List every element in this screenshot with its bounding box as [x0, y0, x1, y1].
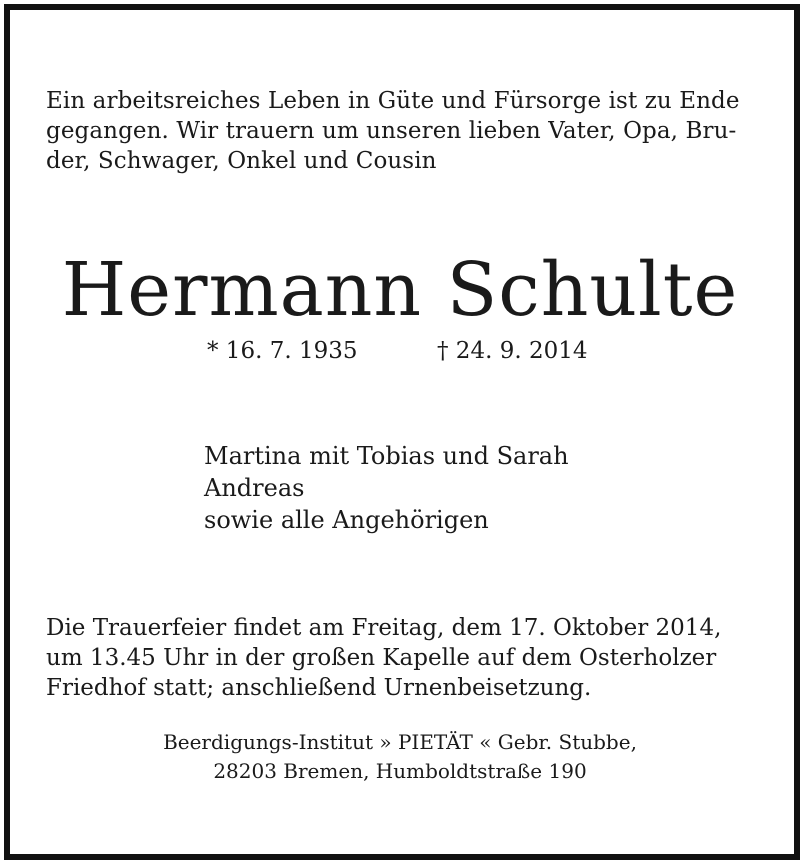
funeral-home-info	[0, 728, 800, 786]
mourners-list	[204, 440, 569, 536]
intro-line: gegangen. Wir trauern um unseren lieben Vater, Opa, Bru-	[46, 118, 737, 144]
undertaker-line: Beerdigungs-Institut » PIETÄT « Gebr. Stubbe,	[163, 730, 637, 754]
deceased-name: Hermann Schulte	[61, 247, 739, 333]
intro-text	[46, 86, 766, 176]
undertaker-line: 28203 Bremen, Humboldtstraße 190	[213, 759, 587, 783]
service-line: um 13.45 Uhr in der großen Kapelle auf dem Osterholzer	[46, 645, 717, 671]
intro-line: Ein arbeitsreiches Leben in Güte und Fürsorge ist zu Ende	[46, 88, 740, 114]
intro-line: der, Schwager, Onkel und Cousin	[46, 148, 437, 174]
birth-date: * 16. 7. 1935	[207, 338, 358, 364]
service-line: Die Trauerfeier findet am Freitag, dem 17. Oktober 2014,	[46, 615, 722, 641]
mourner-line: Andreas	[204, 474, 305, 502]
mourner-line: sowie alle Angehörigen	[204, 506, 489, 534]
mourner-line: Martina mit Tobias und Sarah	[204, 442, 569, 470]
service-line: Friedhof statt; anschließend Urnenbeisetzung.	[46, 675, 592, 701]
death-date: † 24. 9. 2014	[437, 338, 588, 364]
funeral-service-info	[46, 613, 766, 703]
